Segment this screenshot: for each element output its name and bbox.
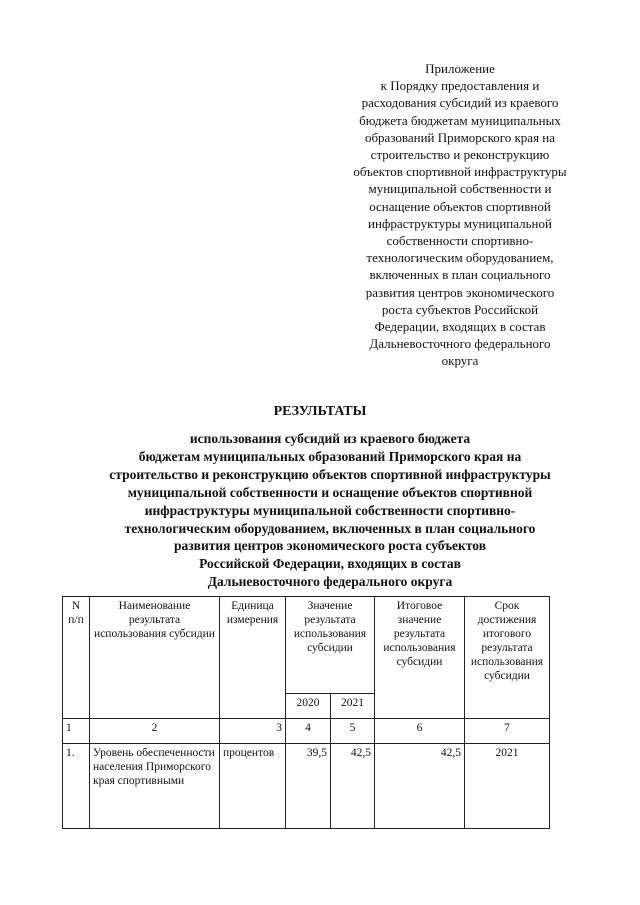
appendix-line: объектов спортивной инфраструктуры: [353, 164, 567, 180]
subtitle-line: Дальневосточного федерального округа: [207, 574, 453, 590]
header-term: Срок достижения итогового результата использования субсидии: [465, 597, 550, 719]
column-number: 6: [375, 719, 465, 744]
column-number-row: [63, 719, 550, 744]
subtitle-line: инфраструктуры муниципальной собственности спортивно-: [144, 502, 516, 518]
column-number: 7: [465, 719, 550, 744]
column-number: 3: [220, 719, 286, 744]
row-term: 2021: [465, 744, 550, 829]
appendix-line: роста субъектов Российской: [381, 301, 539, 317]
subtitle-line: муниципальной собственности и оснащение объектов спортивной: [127, 484, 533, 500]
header-year-2020: 2020: [286, 694, 331, 719]
appendix-line: бюджета бюджетам муниципальных: [359, 112, 561, 128]
appendix-line: включенных в план социального: [369, 267, 551, 283]
row-name: Уровень обеспеченности населения Приморского края спортивными: [90, 744, 220, 829]
appendix-line: к Порядку предоставления и: [380, 78, 540, 94]
appendix-line: округа: [441, 353, 479, 369]
column-number: 1: [63, 719, 90, 744]
row-num: 1.: [63, 744, 90, 829]
subtitle-line: развития центров экономического роста субъектов: [173, 538, 486, 554]
header-name: Наименование результата использования субсидии: [90, 597, 220, 719]
appendix-line: строительство и реконструкцию: [370, 147, 550, 163]
appendix-line: Федерации, входящих в состав: [374, 319, 546, 335]
row-value-2020: 39,5: [286, 744, 331, 829]
document-title: РЕЗУЛЬТАТЫ: [273, 404, 367, 419]
subtitle-line: строительство и реконструкцию объектов спортивной инфраструктуры: [109, 466, 551, 482]
header-year-2021: 2021: [331, 694, 375, 719]
row-unit: процентов: [220, 744, 286, 829]
appendix-line: инфраструктуры муниципальной: [368, 215, 552, 231]
column-number: 4: [286, 719, 331, 744]
appendix-line: Приложение: [425, 61, 495, 76]
header-value: Значение результата использования субсидии: [286, 597, 375, 694]
table-row: [63, 744, 550, 829]
document-subtitle: [40, 430, 620, 591]
appendix-line: расходования субсидий из краевого: [361, 95, 559, 111]
column-number: 2: [90, 719, 220, 744]
row-final: 42,5: [375, 744, 465, 829]
header-num: N п/п: [63, 597, 90, 719]
results-table: [62, 596, 550, 829]
table-header-row: [63, 597, 550, 694]
row-value-2021: 42,5: [331, 744, 375, 829]
column-number: 5: [331, 719, 375, 744]
appendix-line: развития центров экономического: [365, 284, 555, 300]
subtitle-line: технологическим оборудованием, включенных в план социального: [124, 520, 536, 536]
subtitle-line: Российской Федерации, входящих в состав: [199, 556, 461, 572]
appendix-line: Дальневосточного федерального: [369, 336, 551, 352]
subtitle-line: использования субсидий из краевого бюджета: [189, 431, 471, 446]
appendix-line: муниципальной собственности и: [368, 181, 552, 197]
header-unit: Единица измерения: [220, 597, 286, 719]
appendix-line: оснащение объектов спортивной: [369, 198, 551, 214]
appendix-block: [320, 60, 600, 370]
header-final: Итоговое значение результата использования субсидии: [375, 597, 465, 719]
subtitle-line: бюджетам муниципальных образований Приморского края на: [138, 448, 522, 464]
appendix-line: технологическим оборудованием,: [366, 250, 554, 266]
appendix-line: собственности спортивно-: [386, 233, 534, 249]
appendix-line: образований Приморского края на: [364, 129, 556, 145]
